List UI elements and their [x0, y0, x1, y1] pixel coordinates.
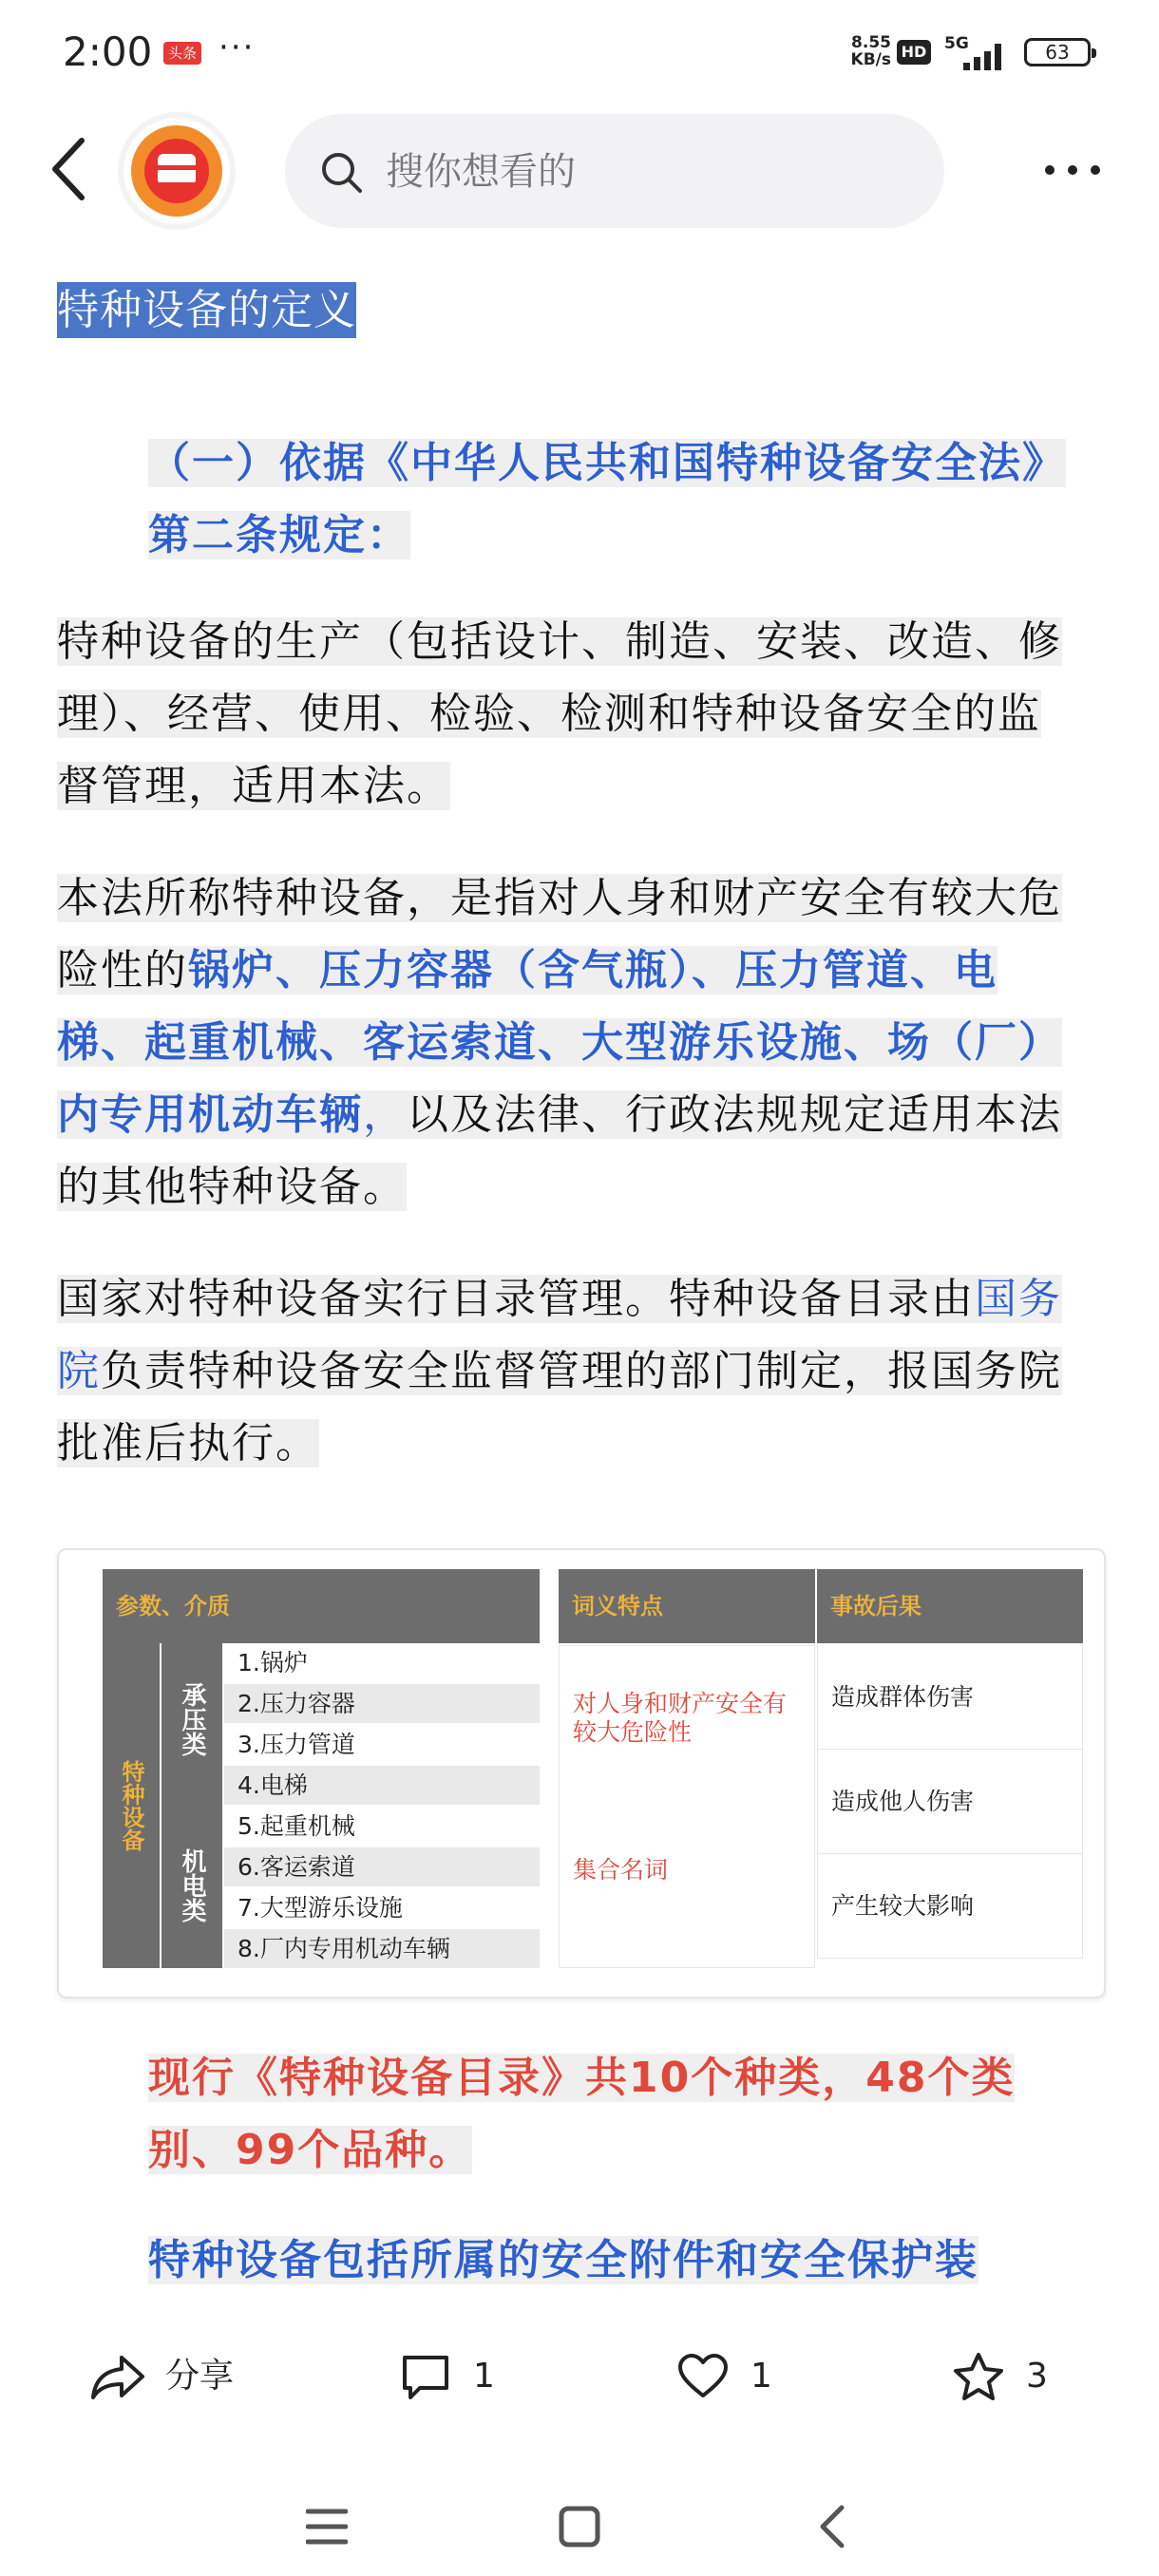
comment-count: 1	[473, 2357, 495, 2396]
table-header-params: 参数、介质	[103, 1569, 540, 1643]
favorite-count: 3	[1026, 2357, 1048, 2396]
search-icon	[319, 150, 365, 196]
favorite-button[interactable]	[952, 2348, 1066, 2405]
table-row: 1.锅炉	[224, 1643, 540, 1684]
table-row: 5.起重机械	[224, 1807, 540, 1847]
table-row: 6.客运索道	[224, 1847, 540, 1888]
paragraph-2-comma: ，	[363, 1090, 407, 1139]
group-column	[162, 1643, 222, 1968]
article-body	[57, 275, 1083, 1480]
section-heading	[57, 427, 1083, 572]
status-time: 2:00	[63, 28, 153, 75]
battery-icon: 63	[1024, 38, 1091, 66]
catalog-summary	[57, 2042, 1083, 2187]
back-button[interactable]	[44, 131, 97, 207]
author-avatar[interactable]	[124, 118, 230, 224]
paragraph-2	[57, 862, 1083, 1223]
table-row: 4.电梯	[224, 1766, 540, 1807]
category-label: 特种设备	[103, 1643, 160, 1968]
meaning-collective: 集合名词	[573, 1856, 669, 1884]
group-electromechanical: 机电类	[178, 1848, 206, 1923]
favorite-icon	[952, 2352, 1005, 2401]
meaning-cell	[559, 1645, 815, 1968]
equipment-rows	[224, 1643, 540, 1970]
search-input[interactable]	[384, 142, 920, 201]
article-title: 特种设备的定义	[57, 282, 356, 338]
article-body-continued	[57, 2042, 1083, 2297]
equipment-table	[103, 1569, 540, 1968]
accessories-heading	[57, 2225, 1083, 2297]
section-heading-text: （一）依据《中华人民共和国特种设备安全法》第二条规定：	[148, 439, 1066, 559]
nav-back-icon[interactable]	[815, 2504, 849, 2549]
table-row: 8.厂内专用机动车辆	[224, 1929, 540, 1970]
search-box[interactable]	[285, 114, 944, 228]
like-count: 1	[750, 2357, 772, 2396]
comment-icon	[399, 2352, 452, 2401]
status-bar	[0, 0, 1159, 104]
share-label: 分享	[165, 2357, 235, 2396]
consequence-list	[817, 1645, 1083, 1959]
accessories-heading-text: 特种设备包括所属的安全附件和安全保护装	[148, 2236, 978, 2284]
more-button[interactable]	[1045, 152, 1112, 190]
home-icon[interactable]	[559, 2506, 600, 2548]
comment-button[interactable]	[399, 2348, 513, 2405]
menu-icon[interactable]	[306, 2508, 348, 2546]
status-more: ···	[218, 28, 256, 66]
group-pressure: 承压类	[178, 1682, 206, 1756]
consequence-item: 造成群体伤害	[817, 1645, 1083, 1750]
hd-icon: HD	[897, 40, 931, 65]
table-row: 7.大型游乐设施	[224, 1888, 540, 1929]
toutiao-badge-icon: 头条	[163, 42, 201, 65]
consequence-item: 造成他人伤害	[817, 1750, 1083, 1854]
paragraph-2-end: 以及法律、行政法规规定适用本法的其他特种设备。	[57, 1090, 1062, 1211]
action-bar	[0, 2323, 1159, 2428]
consequence-item: 产生较大影响	[817, 1854, 1083, 1959]
system-nav-bar	[0, 2470, 1159, 2576]
paragraph-3-intro: 国家对特种设备实行目录管理。特种设备目录由	[57, 1275, 975, 1323]
table-row: 2.压力容器	[224, 1684, 540, 1725]
like-icon	[676, 2352, 730, 2401]
paragraph-3-end: 负责特种设备安全监督管理的部门制定，报国务院批准后执行。	[57, 1347, 1062, 1468]
network-type: 5G	[944, 34, 969, 53]
table-header-meaning: 词义特点	[559, 1569, 815, 1643]
signal-icon	[944, 34, 1011, 72]
like-button[interactable]	[676, 2348, 790, 2405]
safety-helmet-icon	[158, 154, 196, 182]
article-image[interactable]	[57, 1548, 1106, 1998]
net-speed-value: 8.55	[851, 33, 891, 52]
table-header-consequence: 事故后果	[817, 1569, 1083, 1643]
share-button[interactable]	[89, 2348, 260, 2405]
meaning-table	[559, 1569, 1083, 1968]
equipment-list: 锅炉、压力容器（含气瓶）、压力管道、电梯、起重机械、客运索道、大型游乐设施、场（厂）内专用机动车辆	[57, 946, 1062, 1139]
net-speed	[838, 34, 891, 68]
net-speed-unit: KB/s	[850, 50, 891, 69]
paragraph-2-intro: 本法所称特种设备，是指对人身和财产安全有较大危险性的	[57, 874, 1062, 994]
share-icon	[89, 2352, 146, 2401]
state-council-link[interactable]: 国务院	[57, 1275, 1062, 1395]
paragraph-1-text: 特种设备的生产（包括设计、制造、安装、改造、修理）、经营、使用、检验、检测和特种设备安全的监督管理，适用本法。	[57, 617, 1062, 810]
paragraph-3	[57, 1263, 1083, 1480]
catalog-summary-text: 现行《特种设备目录》共10个种类，48个类别、99个品种。	[148, 2054, 1016, 2174]
paragraph-1	[57, 606, 1083, 823]
table-row: 3.压力管道	[224, 1725, 540, 1766]
back-icon	[44, 131, 97, 207]
meaning-danger: 对人身和财产安全有较大危险性	[573, 1690, 788, 1746]
